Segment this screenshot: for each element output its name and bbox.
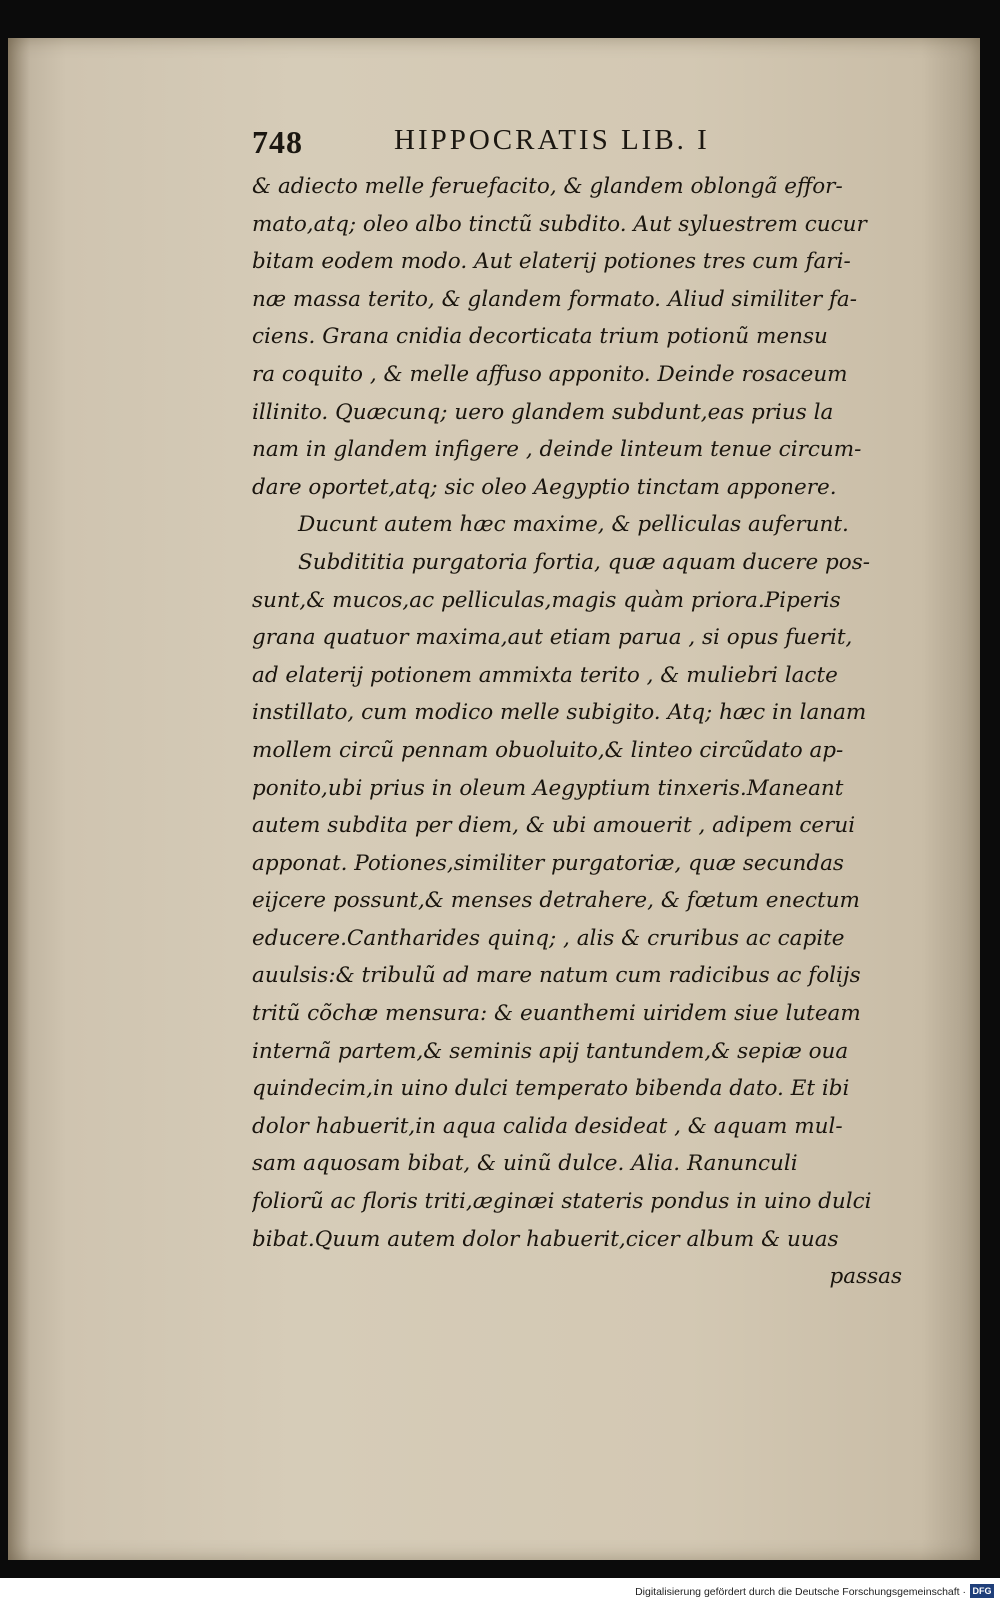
text-line: bitam eodem modo. Aut elaterij potiones tres cum fari-: [252, 249, 851, 275]
text-line: apponat. Potiones,similiter purgatoriæ, quæ secundas: [252, 850, 844, 876]
dfg-logo-icon: DFG: [970, 1584, 994, 1598]
page-number: 748: [252, 124, 303, 160]
text-line: dolor habuerit,in aqua calida desideat , & aquam mul-: [252, 1113, 843, 1139]
text-line: instillato, cum modico melle subigito. Atq; hæc in lanam: [252, 700, 867, 726]
text-line: grana quatuor maxima,aut etiam parua , si opus fuerit,: [252, 625, 853, 651]
text-line: nam in glandem infigere , deinde linteum tenue circum-: [252, 437, 862, 463]
paragraph-start-line: Ducunt autem hæc maxime, & pelliculas auferunt.: [298, 512, 849, 538]
text-line: autem subdita per diem, & ubi amouerit , adipem cerui: [252, 813, 856, 839]
text-line: & adiecto melle feruefacito, & glandem oblongã effor-: [252, 174, 843, 199]
text-line: ponito,ubi prius in oleum Aegyptium tinxeris.Maneant: [252, 775, 844, 801]
text-line: illinito. Quæcunq; uero glandem subdunt,eas prius la: [252, 399, 834, 425]
text-line: bibat.Quum autem dolor habuerit,cicer album & uuas: [252, 1226, 839, 1252]
text-line: internã partem,& seminis apij tantundem,& sepiæ oua: [252, 1038, 849, 1064]
text-line: foliorũ ac floris triti,æginæi stateris pondus in uino dulci: [252, 1189, 872, 1215]
running-head: [252, 118, 812, 162]
text-line: ciens. Grana cnidia decorticata trium potionũ mensu: [252, 324, 828, 350]
page-gutter-shadow: [8, 38, 30, 1560]
text-line: dare oportet,atq; sic oleo Aegyptio tinctam apponere.: [252, 474, 837, 500]
text-line: mato,atq; oleo albo tinctũ subdito. Aut syluestrem cucur: [252, 211, 867, 237]
text-line: eijcere possunt,& menses detrahere, & fœtum enectum: [252, 888, 860, 914]
text-line: auulsis:& tribulũ ad mare natum cum radicibus ac folijs: [252, 963, 861, 989]
text-line: mollem circũ pennam obuoluito,& linteo circũdato ap-: [252, 737, 844, 763]
paragraph-start-line: Subdititia purgatoria fortia, quæ aquam ducere pos-: [298, 549, 871, 575]
text-line: sam aquosam bibat, & uinũ dulce. Alia. Ranunculi: [252, 1151, 798, 1177]
text-line: ra coquito , & melle affuso apponito. Deinde rosaceum: [252, 361, 848, 387]
running-title: HIPPOCRATIS LIB. I: [394, 124, 710, 156]
catchword: passas: [829, 1264, 902, 1290]
text-line: næ massa terito, & glandem formato. Aliud similiter fa-: [252, 286, 857, 312]
text-line: sunt,& mucos,ac pelliculas,magis quàm priora.Piperis: [252, 587, 841, 613]
text-line: tritũ cõchæ mensura: & euanthemi uiridem siue luteam: [252, 1001, 861, 1027]
text-line: quindecim,in uino dulci temperato bibenda dato. Et ibi: [252, 1076, 850, 1102]
footer-bar: [0, 1578, 1000, 1607]
text-line: ad elaterij potionem ammixta terito , & muliebri lacte: [252, 662, 838, 688]
funding-credit: Digitalisierung gefördert durch die Deutsche Forschungsgemeinschaft ·: [635, 1586, 966, 1598]
body-text: [252, 168, 912, 1296]
text-line: educere.Cantharides quinq; , alis & cruribus ac capite: [252, 925, 845, 951]
